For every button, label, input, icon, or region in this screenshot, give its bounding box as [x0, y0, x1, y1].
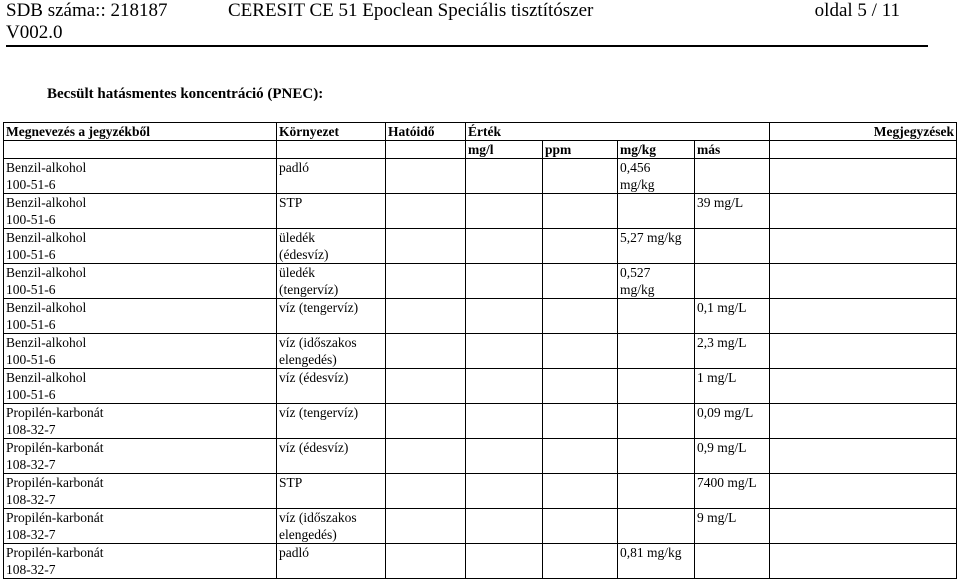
table-cell [4, 439, 277, 474]
cas-number: 100-51-6 [6, 247, 56, 262]
table-cell [770, 369, 957, 404]
table-cell [543, 194, 618, 229]
table-row [4, 194, 957, 229]
cas-number: 100-51-6 [6, 177, 56, 192]
table-cell [695, 369, 770, 404]
col-name: Megnevezés a jegyzékből [4, 123, 277, 141]
table-cell [618, 264, 695, 299]
table-cell [277, 369, 386, 404]
table-cell [4, 299, 277, 334]
substance-name: Propilén-karbonát [6, 510, 104, 525]
substance-name: Propilén-karbonát [6, 405, 104, 420]
table-row [4, 439, 957, 474]
environment-line2: elengedés) [279, 352, 337, 367]
table-cell [543, 229, 618, 264]
table-cell [277, 404, 386, 439]
table-cell [618, 334, 695, 369]
table-cell [4, 229, 277, 264]
table-cell [770, 229, 957, 264]
table-cell [618, 229, 695, 264]
table-row [4, 404, 957, 439]
table-cell [386, 334, 466, 369]
table-cell [277, 509, 386, 544]
table-cell [695, 299, 770, 334]
cas-number: 100-51-6 [6, 317, 56, 332]
table-cell [543, 334, 618, 369]
col-value: Érték [466, 123, 770, 141]
table-cell [466, 299, 543, 334]
table-row [4, 299, 957, 334]
substance-name: Propilén-karbonát [6, 475, 104, 490]
table-cell [466, 159, 543, 194]
cas-number: 108-32-7 [6, 422, 56, 437]
table-cell [386, 299, 466, 334]
page-header [6, 0, 928, 47]
substance-name: Benzil-alkohol [6, 160, 87, 175]
table-cell [695, 229, 770, 264]
sub-ppm: ppm [543, 141, 618, 159]
cas-number: 100-51-6 [6, 352, 56, 367]
table-cell [770, 334, 957, 369]
table-cell [466, 334, 543, 369]
cas-number: 100-51-6 [6, 212, 56, 227]
table-cell [277, 474, 386, 509]
value-mgkg-line1: 0,81 mg/kg [620, 545, 682, 560]
environment-line1: padló [279, 160, 309, 175]
value-other: 0,9 mg/L [697, 440, 747, 455]
cas-number: 108-32-7 [6, 562, 56, 577]
table-cell [277, 194, 386, 229]
table-cell [695, 194, 770, 229]
table-cell [4, 544, 277, 579]
table-cell [4, 509, 277, 544]
table-subheader-row [4, 141, 957, 159]
environment-line1: STP [279, 195, 303, 210]
cas-number: 108-32-7 [6, 492, 56, 507]
table-cell [543, 474, 618, 509]
sub-mgl: mg/l [466, 141, 543, 159]
table-cell [618, 544, 695, 579]
table-cell [695, 404, 770, 439]
table-cell [695, 474, 770, 509]
table-cell [277, 299, 386, 334]
environment-line1: víz (tengervíz) [279, 405, 359, 420]
col-environment: Környezet [277, 123, 386, 141]
table-cell [4, 474, 277, 509]
table-cell [618, 194, 695, 229]
table-row [4, 509, 957, 544]
value-other: 2,3 mg/L [697, 335, 747, 350]
page-number: oldal 5 / 11 [814, 0, 900, 21]
table-cell [695, 264, 770, 299]
table-cell [770, 544, 957, 579]
sub-mgkg: mg/kg [618, 141, 695, 159]
table-cell [770, 509, 957, 544]
substance-name: Benzil-alkohol [6, 300, 87, 315]
table-cell [543, 509, 618, 544]
table-cell [695, 544, 770, 579]
table-row [4, 159, 957, 194]
table-row [4, 334, 957, 369]
table-cell [4, 194, 277, 229]
environment-line2: (édesvíz) [279, 247, 329, 262]
table-cell [543, 299, 618, 334]
table-cell [466, 474, 543, 509]
table-cell [386, 509, 466, 544]
table-cell [543, 159, 618, 194]
table-cell [466, 369, 543, 404]
table-cell [386, 264, 466, 299]
substance-name: Benzil-alkohol [6, 370, 87, 385]
col-exposure: Hatóidő [386, 123, 466, 141]
environment-line1: üledék [279, 230, 315, 245]
table-cell [4, 159, 277, 194]
table-cell [386, 194, 466, 229]
table-cell [695, 439, 770, 474]
environment-line2: elengedés) [279, 527, 337, 542]
environment-line1: víz (édesvíz) [279, 370, 349, 385]
table-cell [466, 194, 543, 229]
value-other: 0,1 mg/L [697, 300, 747, 315]
table-cell [386, 474, 466, 509]
value-other: 7400 mg/L [697, 475, 757, 490]
substance-name: Benzil-alkohol [6, 265, 87, 280]
table-cell [770, 439, 957, 474]
table-cell [695, 334, 770, 369]
table-cell [618, 474, 695, 509]
table-cell [386, 229, 466, 264]
substance-name: Propilén-karbonát [6, 440, 104, 455]
table-cell [466, 229, 543, 264]
sub-empty [386, 141, 466, 159]
table-cell [618, 299, 695, 334]
value-mgkg-line2: mg/kg [620, 282, 655, 297]
substance-name: Benzil-alkohol [6, 230, 87, 245]
environment-line1: víz (tengervíz) [279, 300, 359, 315]
cas-number: 100-51-6 [6, 282, 56, 297]
version: V002.0 [6, 22, 63, 43]
table-cell [4, 404, 277, 439]
table-cell [277, 229, 386, 264]
value-mgkg-line1: 0,456 [620, 160, 651, 175]
table-cell [277, 334, 386, 369]
environment-line1: víz (édesvíz) [279, 440, 349, 455]
environment-line1: STP [279, 475, 303, 490]
table-cell [543, 544, 618, 579]
table-cell [277, 264, 386, 299]
environment-line1: víz (időszakos [279, 335, 357, 350]
table-cell [4, 369, 277, 404]
value-mgkg-line2: mg/kg [620, 177, 655, 192]
table-row [4, 264, 957, 299]
sub-empty [770, 141, 957, 159]
table-cell [386, 159, 466, 194]
col-remarks: Megjegyzések [770, 123, 957, 141]
cas-number: 108-32-7 [6, 527, 56, 542]
table-cell [386, 369, 466, 404]
cas-number: 108-32-7 [6, 457, 56, 472]
sub-empty [4, 141, 277, 159]
substance-name: Propilén-karbonát [6, 545, 104, 560]
value-mgkg-line1: 0,527 [620, 265, 651, 280]
table-row [4, 229, 957, 264]
sub-other: más [695, 141, 770, 159]
table-cell [466, 439, 543, 474]
table-cell [466, 544, 543, 579]
table-cell [770, 299, 957, 334]
table-cell [770, 194, 957, 229]
table-cell [695, 159, 770, 194]
table-cell [466, 264, 543, 299]
table-row [4, 369, 957, 404]
table-cell [466, 509, 543, 544]
cas-number: 100-51-6 [6, 387, 56, 402]
sdb-number: SDB száma:: 218187 [6, 0, 168, 21]
value-mgkg-line1: 5,27 mg/kg [620, 230, 682, 245]
table-header-row [4, 123, 957, 141]
value-other: 1 mg/L [697, 370, 737, 385]
environment-line1: padló [279, 545, 309, 560]
substance-name: Benzil-alkohol [6, 195, 87, 210]
table-cell [770, 474, 957, 509]
substance-name: Benzil-alkohol [6, 335, 87, 350]
table-cell [770, 159, 957, 194]
table-cell [618, 159, 695, 194]
table-cell [277, 439, 386, 474]
table-cell [695, 509, 770, 544]
table-cell [543, 439, 618, 474]
table-cell [543, 404, 618, 439]
table-cell [386, 544, 466, 579]
table-row [4, 474, 957, 509]
value-other: 9 mg/L [697, 510, 737, 525]
table-cell [4, 334, 277, 369]
table-cell [277, 159, 386, 194]
environment-line1: üledék [279, 265, 315, 280]
table-cell [4, 264, 277, 299]
table-cell [466, 404, 543, 439]
table-cell [543, 264, 618, 299]
table-cell [618, 509, 695, 544]
table-cell [770, 404, 957, 439]
table-row [4, 544, 957, 579]
value-other: 0,09 mg/L [697, 405, 754, 420]
table-cell [386, 439, 466, 474]
pnec-table [3, 122, 957, 579]
table-cell [277, 544, 386, 579]
value-other: 39 mg/L [697, 195, 744, 210]
table-cell [618, 369, 695, 404]
table-cell [770, 264, 957, 299]
sub-empty [277, 141, 386, 159]
table-cell [618, 439, 695, 474]
environment-line1: víz (időszakos [279, 510, 357, 525]
section-title: Becsült hatásmentes koncentráció (PNEC): [47, 86, 324, 102]
environment-line2: (tengervíz) [279, 282, 339, 297]
table-cell [618, 404, 695, 439]
table-cell [543, 369, 618, 404]
table-cell [386, 404, 466, 439]
product-name: CERESIT CE 51 Epoclean Speciális tisztítószer [228, 0, 594, 21]
